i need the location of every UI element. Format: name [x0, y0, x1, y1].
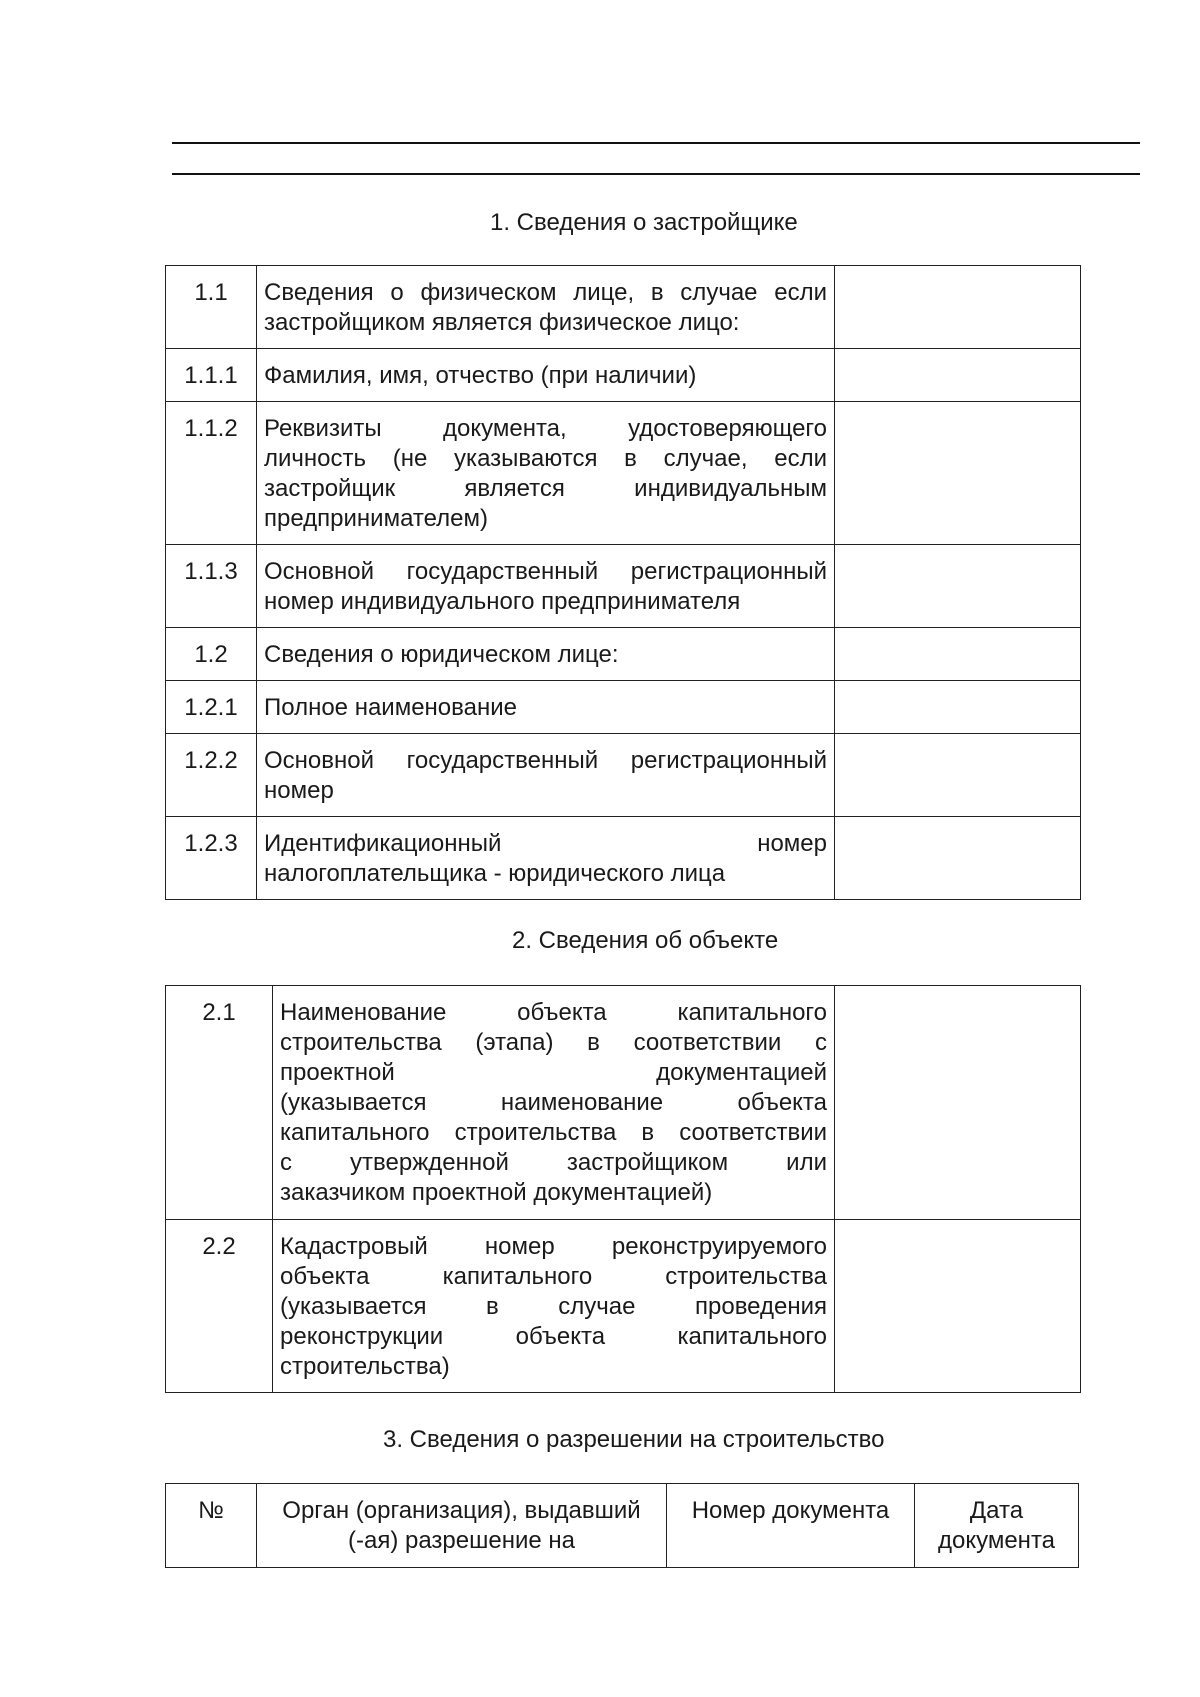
section1-row	[166, 545, 1081, 628]
row-number: 1.2.3	[166, 817, 257, 900]
row-description	[257, 349, 835, 402]
description-line: Полное наименование	[264, 694, 517, 721]
row-description	[257, 545, 835, 628]
object-table	[165, 985, 1081, 1393]
value-cell[interactable]	[835, 817, 1081, 900]
description-line: с утвержденной застройщиком или	[280, 1149, 827, 1176]
section1-row	[166, 681, 1081, 734]
description-line: предпринимателем)	[264, 505, 489, 532]
row-description	[273, 1220, 835, 1393]
row-number: 1.2.1	[166, 681, 257, 734]
value-cell[interactable]	[835, 628, 1081, 681]
description-line: (указывается наименование объекта	[280, 1089, 827, 1116]
row-number: 1.1.2	[166, 402, 257, 545]
value-cell[interactable]	[835, 349, 1081, 402]
value-cell[interactable]	[835, 1220, 1081, 1393]
section1-row	[166, 734, 1081, 817]
description-line: Основной государственный регистрационный	[264, 747, 827, 774]
row-number: 1.1.3	[166, 545, 257, 628]
section1-row	[166, 817, 1081, 900]
permit-header-row	[166, 1484, 1079, 1568]
section1-row	[166, 349, 1081, 402]
description-line: заказчиком проектной документацией)	[280, 1179, 713, 1206]
description-line: Фамилия, имя, отчество (при наличии)	[264, 362, 697, 389]
row-description	[257, 681, 835, 734]
row-number: 1.1.1	[166, 349, 257, 402]
row-description	[273, 986, 835, 1220]
description-line: строительства)	[280, 1353, 450, 1380]
description-line: номер	[264, 777, 334, 804]
row-description	[257, 734, 835, 817]
value-cell[interactable]	[835, 986, 1081, 1220]
row-description	[257, 266, 835, 349]
col-authority-header	[257, 1484, 667, 1568]
row-number: 2.1	[166, 986, 273, 1220]
description-line: реконструкции объекта капитального	[280, 1323, 827, 1350]
col-doc-date-line: Дата	[969, 1497, 1024, 1524]
description-line: Кадастровый номер реконструируемого	[280, 1233, 827, 1260]
description-line: Идентификационный номер	[264, 830, 827, 857]
description-line: налогоплательщика - юридического лица	[264, 860, 726, 887]
section3-heading: 3. Сведения о разрешении на строительство	[383, 1426, 885, 1453]
value-cell[interactable]	[835, 266, 1081, 349]
row-number: 1.2.2	[166, 734, 257, 817]
row-number: 1.2	[166, 628, 257, 681]
section2-row	[166, 1220, 1081, 1393]
applicant-table	[165, 265, 1081, 900]
description-line: номер индивидуального предпринимателя	[264, 588, 741, 615]
row-number: 1.1	[166, 266, 257, 349]
section1-row	[166, 266, 1081, 349]
description-line: объекта капитального строительства	[280, 1263, 827, 1290]
description-line: Сведения о физическом лице, в случае если	[264, 279, 827, 306]
value-cell[interactable]	[835, 734, 1081, 817]
section2-row	[166, 986, 1081, 1220]
row-description	[257, 628, 835, 681]
section1-row	[166, 402, 1081, 545]
row-description	[257, 402, 835, 545]
description-line: Реквизиты документа, удостоверяющего	[264, 415, 827, 442]
value-cell[interactable]	[835, 402, 1081, 545]
description-line: проектной документацией	[280, 1059, 827, 1086]
col-doc-number-header: Номер документа	[667, 1484, 915, 1568]
description-line: застройщик является индивидуальным	[264, 475, 827, 502]
description-line: личность (не указываются в случае, если	[264, 445, 827, 472]
permit-table	[165, 1483, 1079, 1568]
col-doc-date-line: документа	[937, 1527, 1056, 1554]
top-rule-2	[172, 173, 1140, 175]
section1-heading: 1. Сведения о застройщике	[490, 209, 798, 236]
top-rule-1	[172, 142, 1140, 144]
row-number: 2.2	[166, 1220, 273, 1393]
description-line: Наименование объекта капитального	[280, 999, 827, 1026]
description-line: (указывается в случае проведения	[280, 1293, 827, 1320]
description-line: застройщиком является физическое лицо:	[264, 309, 740, 336]
col-num-header: №	[166, 1484, 257, 1568]
col-doc-date-header	[915, 1484, 1079, 1568]
value-cell[interactable]	[835, 545, 1081, 628]
col-authority-line: Орган (организация), выдавший	[282, 1497, 641, 1524]
description-line: Основной государственный регистрационный	[264, 558, 827, 585]
col-authority-line: (-ая) разрешение на	[348, 1527, 575, 1554]
value-cell[interactable]	[835, 681, 1081, 734]
section1-row	[166, 628, 1081, 681]
description-line: Сведения о юридическом лице:	[264, 641, 619, 668]
row-description	[257, 817, 835, 900]
section2-heading: 2. Сведения об объекте	[512, 927, 779, 954]
description-line: капитального строительства в соответствии	[280, 1119, 827, 1146]
description-line: строительства (этапа) в соответствии с	[280, 1029, 827, 1056]
